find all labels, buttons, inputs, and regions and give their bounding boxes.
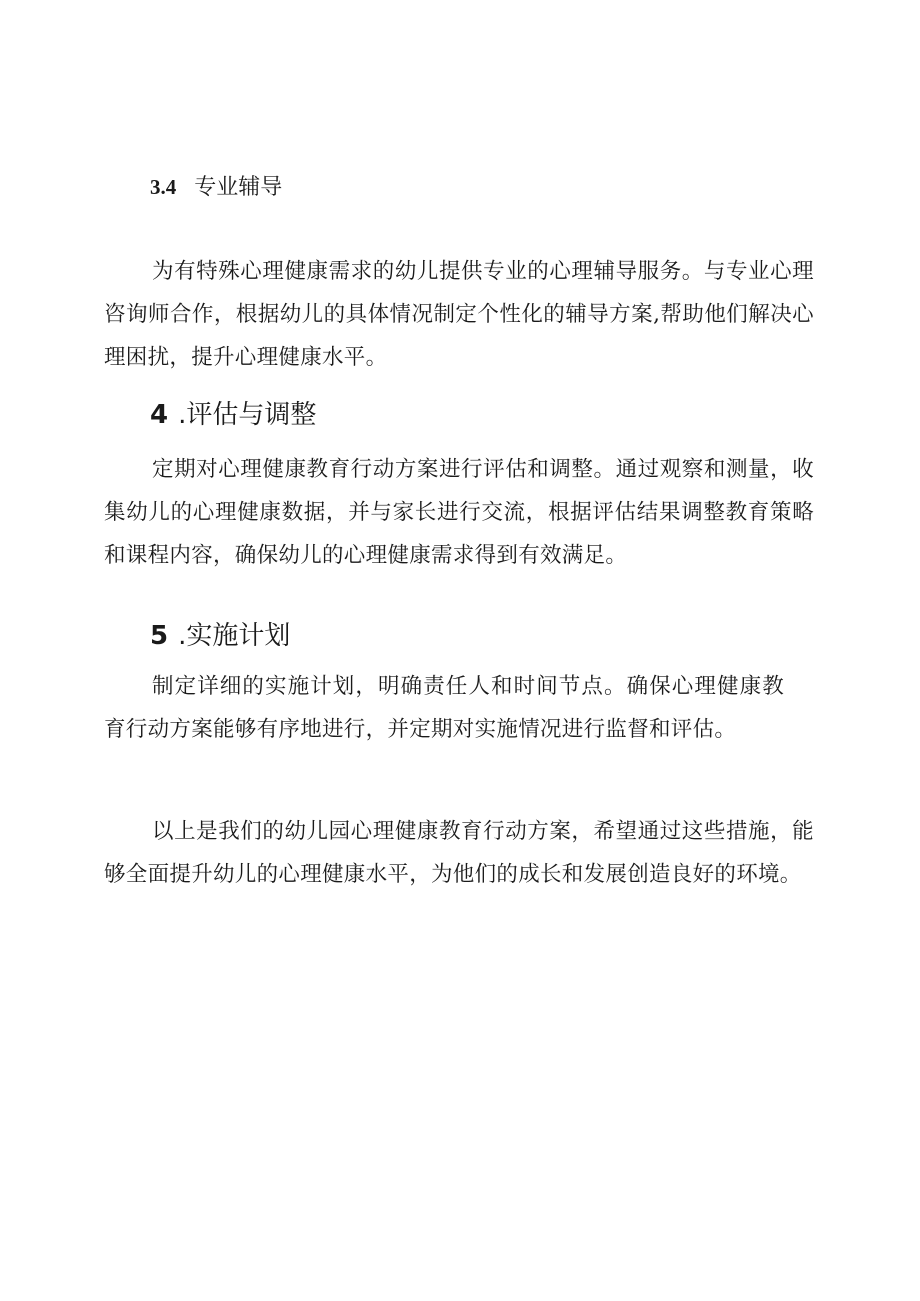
conclusion-paragraph: 以上是我们的幼儿园心理健康教育行动方案，希望通过这些措施，能够全面提升幼儿的心理健康水平，为他们的成长和发展创造良好的环境。 bbox=[104, 819, 814, 887]
section-4-heading bbox=[150, 397, 316, 433]
section-title: 专业辅导 bbox=[194, 175, 283, 200]
section-number: 4 bbox=[150, 400, 169, 430]
section-5-paragraph: 制定详细的实施计划，明确责任人和时间节点。确保心理健康教育行动方案能够有序地进行，并定期对实施情况进行监督和评估。 bbox=[104, 674, 784, 742]
section-3-4-heading bbox=[150, 170, 282, 205]
section-number: 5 bbox=[150, 621, 169, 651]
section-4-paragraph: 定期对心理健康教育行动方案进行评估和调整。通过观察和测量，收集幼儿的心理健康数据，并与家长进行交流，根据评估结果调整教育策略和课程内容，确保幼儿的心理健康需求得到有效满足。 bbox=[104, 457, 814, 568]
section-title: .实施计划 bbox=[178, 621, 291, 651]
section-5-heading bbox=[150, 618, 290, 654]
section-title: .评估与调整 bbox=[178, 400, 317, 430]
section-number: 3.4 bbox=[150, 175, 177, 199]
section-3-4-paragraph: 为有特殊心理健康需求的幼儿提供专业的心理辅导服务。与专业心理咨询师合作，根据幼儿的具体情况制定个性化的辅导方案,帮助他们解决心理困扰，提升心理健康水平。 bbox=[104, 259, 814, 370]
